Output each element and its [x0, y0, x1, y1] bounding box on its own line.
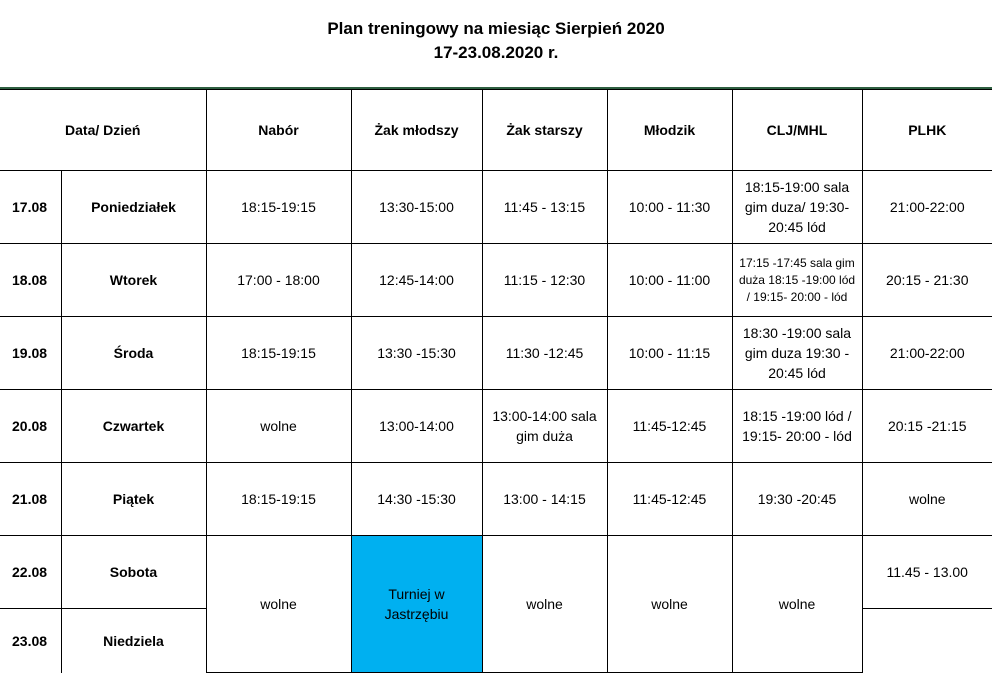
page-title: Plan treningowy na miesiąc Sierpień 2020	[327, 19, 665, 38]
table-row	[0, 390, 992, 463]
table-row	[0, 171, 992, 244]
row-date: 23.08	[0, 609, 61, 673]
cell-plhk: 11.45 - 13.00	[862, 536, 992, 609]
cell-clj-mhl: 18:30 -19:00 sala gim duza 19:30 - 20:45 lód	[732, 317, 862, 390]
cell-zak-starszy: 11:15 - 12:30	[482, 244, 607, 317]
cell-clj-mhl-weekend: wolne	[732, 536, 862, 673]
table-row	[0, 244, 992, 317]
header-group-zak-starszy: Żak starszy	[482, 90, 607, 171]
header-group-clj-mhl: CLJ/MHL	[732, 90, 862, 171]
row-day: Czwartek	[61, 390, 206, 463]
cell-zak-mlodszy: 12:45-14:00	[351, 244, 482, 317]
cell-clj-mhl: 18:15 -19:00 lód / 19:15- 20:00 - lód	[732, 390, 862, 463]
cell-plhk	[862, 609, 992, 673]
table-row	[0, 463, 992, 536]
cell-zak-mlodszy: 13:00-14:00	[351, 390, 482, 463]
row-date: 21.08	[0, 463, 61, 536]
row-day: Niedziela	[61, 609, 206, 673]
training-schedule-table	[0, 89, 992, 673]
row-day: Sobota	[61, 536, 206, 609]
header-group-mlodzik: Młodzik	[607, 90, 732, 171]
row-day: Poniedziałek	[61, 171, 206, 244]
header-group-nabor: Nabór	[206, 90, 351, 171]
cell-plhk: 20:15 -21:15	[862, 390, 992, 463]
row-date: 22.08	[0, 536, 61, 609]
table-row	[0, 317, 992, 390]
cell-nabor: 18:15-19:15	[206, 463, 351, 536]
cell-zak-starszy: 13:00-14:00 sala gim duża	[482, 390, 607, 463]
cell-nabor: 18:15-19:15	[206, 171, 351, 244]
cell-clj-mhl: 19:30 -20:45	[732, 463, 862, 536]
cell-plhk: 21:00-22:00	[862, 317, 992, 390]
cell-zak-mlodszy: 13:30 -15:30	[351, 317, 482, 390]
cell-mlodzik: 10:00 - 11:00	[607, 244, 732, 317]
cell-mlodzik: 10:00 - 11:30	[607, 171, 732, 244]
cell-mlodzik: 11:45-12:45	[607, 463, 732, 536]
cell-plhk: wolne	[862, 463, 992, 536]
cell-zak-starszy: 11:30 -12:45	[482, 317, 607, 390]
header-group-plhk: PLHK	[862, 90, 992, 171]
cell-nabor: 17:00 - 18:00	[206, 244, 351, 317]
cell-plhk: 20:15 - 21:30	[862, 244, 992, 317]
cell-mlodzik-weekend: wolne	[607, 536, 732, 673]
cell-nabor-weekend: wolne	[206, 536, 351, 673]
page-subtitle-dates: 17-23.08.2020 r.	[433, 43, 559, 62]
cell-nabor: 18:15-19:15	[206, 317, 351, 390]
cell-mlodzik: 11:45-12:45	[607, 390, 732, 463]
cell-zak-starszy-weekend: wolne	[482, 536, 607, 673]
cell-zak-starszy: 11:45 - 13:15	[482, 171, 607, 244]
row-day: Wtorek	[61, 244, 206, 317]
cell-mlodzik: 10:00 - 11:15	[607, 317, 732, 390]
cell-plhk: 21:00-22:00	[862, 171, 992, 244]
header-row	[0, 90, 992, 171]
cell-zak-mlodszy: 13:30-15:00	[351, 171, 482, 244]
cell-clj-mhl: 18:15-19:00 sala gim duza/ 19:30-20:45 lód	[732, 171, 862, 244]
row-day: Piątek	[61, 463, 206, 536]
cell-zak-mlodszy: 14:30 -15:30	[351, 463, 482, 536]
header-date-day: Data/ Dzień	[0, 90, 206, 171]
table-row	[0, 536, 992, 609]
row-date: 18.08	[0, 244, 61, 317]
row-date: 19.08	[0, 317, 61, 390]
cell-zak-starszy: 13:00 - 14:15	[482, 463, 607, 536]
header-group-zak-mlodszy: Żak młodszy	[351, 90, 482, 171]
cell-nabor: wolne	[206, 390, 351, 463]
row-day: Środa	[61, 317, 206, 390]
row-date: 20.08	[0, 390, 61, 463]
cell-clj-mhl: 17:15 -17:45 sala gim duża 18:15 -19:00 lód / 19:15- 20:00 - lód	[732, 244, 862, 317]
row-date: 17.08	[0, 171, 61, 244]
cell-tournament: Turniej w Jastrzębiu	[351, 536, 482, 673]
